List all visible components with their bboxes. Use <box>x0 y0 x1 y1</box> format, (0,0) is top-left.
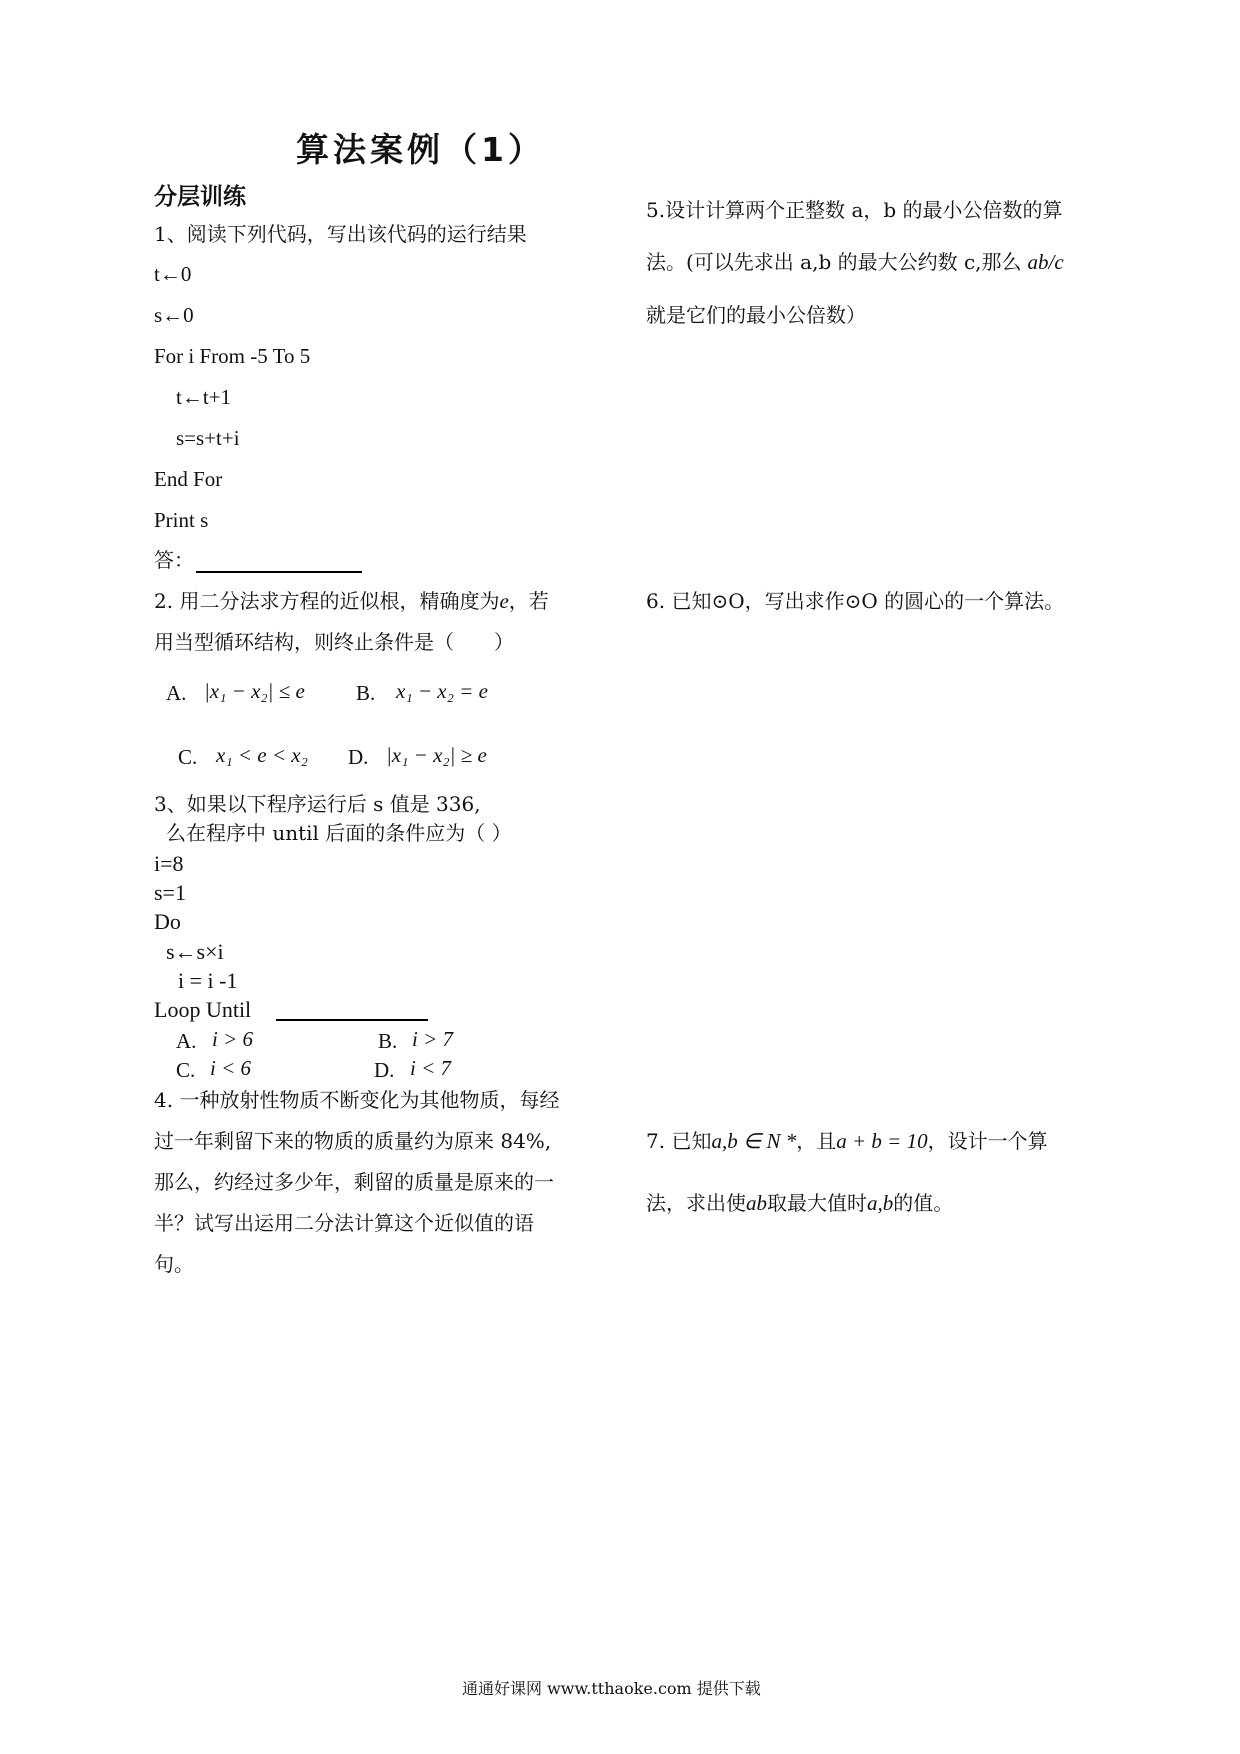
page-footer: 通通好课网 www.tthaoke.com 提供下载 <box>462 1679 761 1698</box>
q7-line-1: 7. 已知a,b ∈ N *，且a + b = 10，设计一个算 <box>646 1129 1048 1153</box>
q2-option-a-label: A. <box>166 681 187 705</box>
q1-stem: 1、阅读下列代码，写出该代码的运行结果 <box>154 222 527 246</box>
q2-line-1: 2. 用二分法求方程的近似根，精确度为e，若 <box>154 589 549 613</box>
section-heading: 分层训练 <box>154 184 246 210</box>
q2-option-d-label: D. <box>348 745 369 769</box>
q5-line-3: 就是它们的最小公倍数） <box>646 303 866 327</box>
q1-code-line-4: t←t+1 <box>176 385 232 409</box>
q3-code-line-5: i = i -1 <box>178 968 238 993</box>
q4-line-2: 过一年剩留下来的物质的质量约为原来 84%, <box>154 1129 552 1153</box>
page-title: 算法案例（1） <box>296 130 545 169</box>
q1-code-line-7: Print s <box>154 508 209 532</box>
q1-answer-label: 答： <box>154 548 194 572</box>
q7-sum-condition: a + b = 10 <box>836 1129 928 1153</box>
q3-code-line-1: i=8 <box>154 851 184 876</box>
q2-option-a: |x₁ − x₂| ≤ e <box>204 679 305 703</box>
q5-line-2: 法。(可以先求出 a,b 的最大公约数 c,那么 ab/c <box>646 250 1064 274</box>
q1-code-line-6: End For <box>154 467 223 491</box>
q7-set-condition: a,b ∈ N * <box>711 1129 797 1153</box>
q6-text: 6. 已知⊙O，写出求作⊙O 的圆心的一个算法。 <box>646 589 1065 613</box>
q4-line-3: 那么，约经过多少年，剩留的质量是原来的一 <box>154 1170 554 1194</box>
q3-option-d-label: D. <box>374 1058 395 1082</box>
q4-line-4: 半？试写出运用二分法计算这个近似值的语 <box>154 1211 534 1235</box>
q3-option-a-label: A. <box>176 1029 197 1053</box>
q5-line-1: 5.设计计算两个正整数 a，b 的最小公倍数的算 <box>646 198 1063 222</box>
q3-code-line-2: s=1 <box>154 880 186 905</box>
q1-code-line-1: t←0 <box>154 262 192 286</box>
q1-code-line-3: For i From -5 To 5 <box>154 344 311 368</box>
q3-option-c-label: C. <box>176 1058 196 1082</box>
q3-code-line-3: Do <box>154 909 181 934</box>
q1-code-line-5: s=s+t+i <box>176 426 240 450</box>
q3-line-1: 3、如果以下程序运行后 s 值是 336, <box>154 792 481 816</box>
q2-option-d: |x₁ − x₂| ≥ e <box>386 743 487 767</box>
q1-code-line-2: s←0 <box>154 303 194 327</box>
q1-answer-blank <box>196 571 362 573</box>
q2-option-c: x₁ < e < x₂ <box>216 743 308 767</box>
q3-option-a: i > 6 <box>212 1027 254 1051</box>
q3-option-b-label: B. <box>378 1029 398 1053</box>
q2-option-b: x₁ − x₂ = e <box>396 679 488 703</box>
q3-code-line-6: Loop Until <box>154 997 252 1022</box>
q7-line-2: 法，求出使ab取最大值时a,b的值。 <box>646 1191 954 1215</box>
q5-lcm-formula: ab/c <box>1027 250 1064 274</box>
q3-option-d: i < 7 <box>410 1056 452 1080</box>
q2-line-2: 用当型循环结构，则终止条件是（ ） <box>154 630 514 654</box>
q3-option-b: i > 7 <box>412 1027 454 1051</box>
q4-line-5: 句。 <box>154 1252 194 1276</box>
q3-code-line-4: s←s×i <box>166 939 224 964</box>
q4-line-1: 4. 一种放射性物质不断变化为其他物质，每经 <box>154 1088 560 1112</box>
q3-option-c: i < 6 <box>210 1056 252 1080</box>
q2-option-c-label: C. <box>178 745 198 769</box>
q7-variables: a,b <box>867 1191 894 1215</box>
q3-line-2: 么在程序中 until 后面的条件应为（ ） <box>166 821 512 845</box>
q2-precision-var: e <box>499 589 509 613</box>
q7-product: ab <box>746 1191 767 1215</box>
q3-answer-blank <box>276 1019 428 1021</box>
q2-option-b-label: B. <box>356 681 376 705</box>
